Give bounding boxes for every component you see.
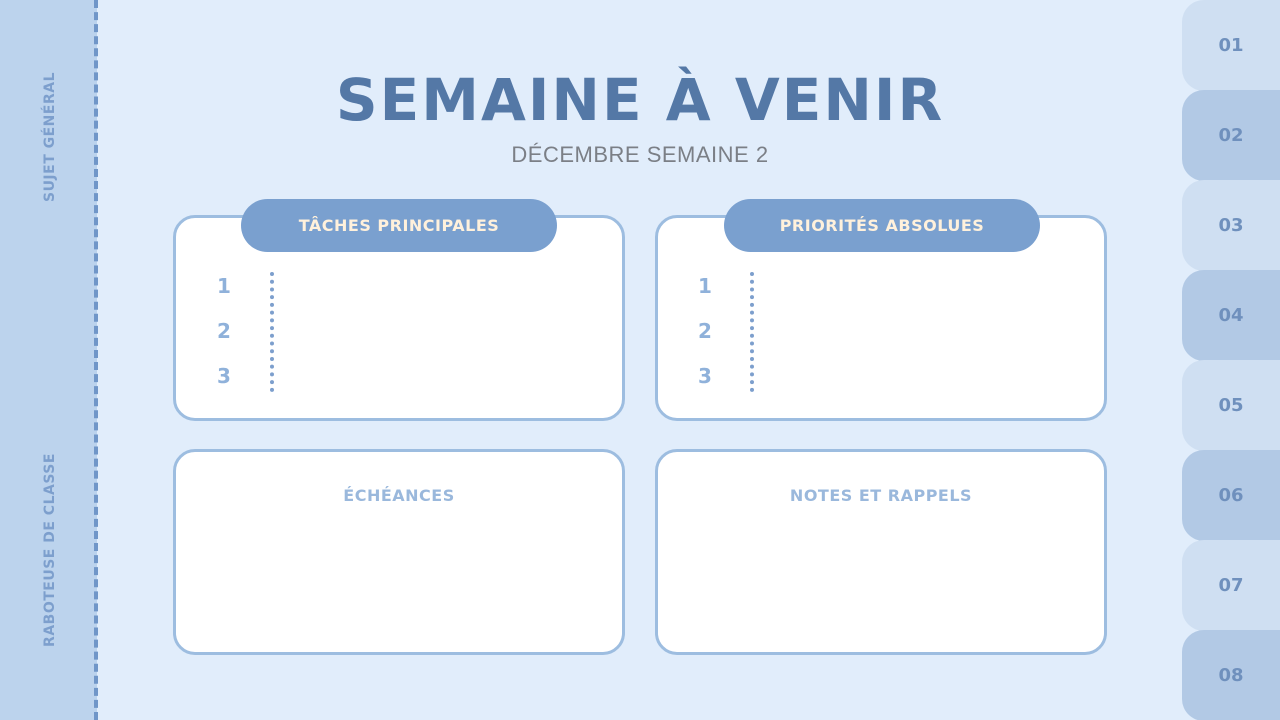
binder-dashed-line: [94, 0, 98, 720]
task-number-1: 1: [217, 274, 231, 298]
priority-number-3: 3: [698, 364, 712, 388]
tab-03[interactable]: 03: [1182, 180, 1280, 271]
notes-card[interactable]: [655, 449, 1107, 655]
priority-number-2: 2: [698, 319, 712, 343]
side-label-class: RABOTEUSE DE CLASSE: [42, 453, 58, 647]
task-dotted-divider: [270, 272, 274, 392]
priority-dotted-divider: [750, 272, 754, 392]
tab-08[interactable]: 08: [1182, 630, 1280, 720]
notes-title: NOTES ET RAPPELS: [789, 486, 973, 505]
priority-number-1: 1: [698, 274, 712, 298]
tab-02[interactable]: 02: [1182, 90, 1280, 181]
tab-07[interactable]: 07: [1182, 540, 1280, 631]
top-priorities-header: PRIORITÉS ABSOLUES: [724, 199, 1040, 252]
task-number-3: 3: [217, 364, 231, 388]
main-tasks-header: TÂCHES PRINCIPALES: [241, 199, 557, 252]
page-subtitle: DÉCEMBRE SEMAINE 2: [511, 142, 769, 167]
tab-05[interactable]: 05: [1182, 360, 1280, 451]
tab-01[interactable]: 01: [1182, 0, 1280, 91]
tab-06[interactable]: 06: [1182, 450, 1280, 541]
deadlines-card[interactable]: [173, 449, 625, 655]
task-number-2: 2: [217, 319, 231, 343]
deadlines-title: ÉCHÉANCES: [343, 486, 455, 505]
side-label-subject: SUJET GÉNÉRAL: [42, 71, 58, 203]
page-title: SEMAINE À VENIR: [335, 66, 945, 134]
tab-04[interactable]: 04: [1182, 270, 1280, 361]
